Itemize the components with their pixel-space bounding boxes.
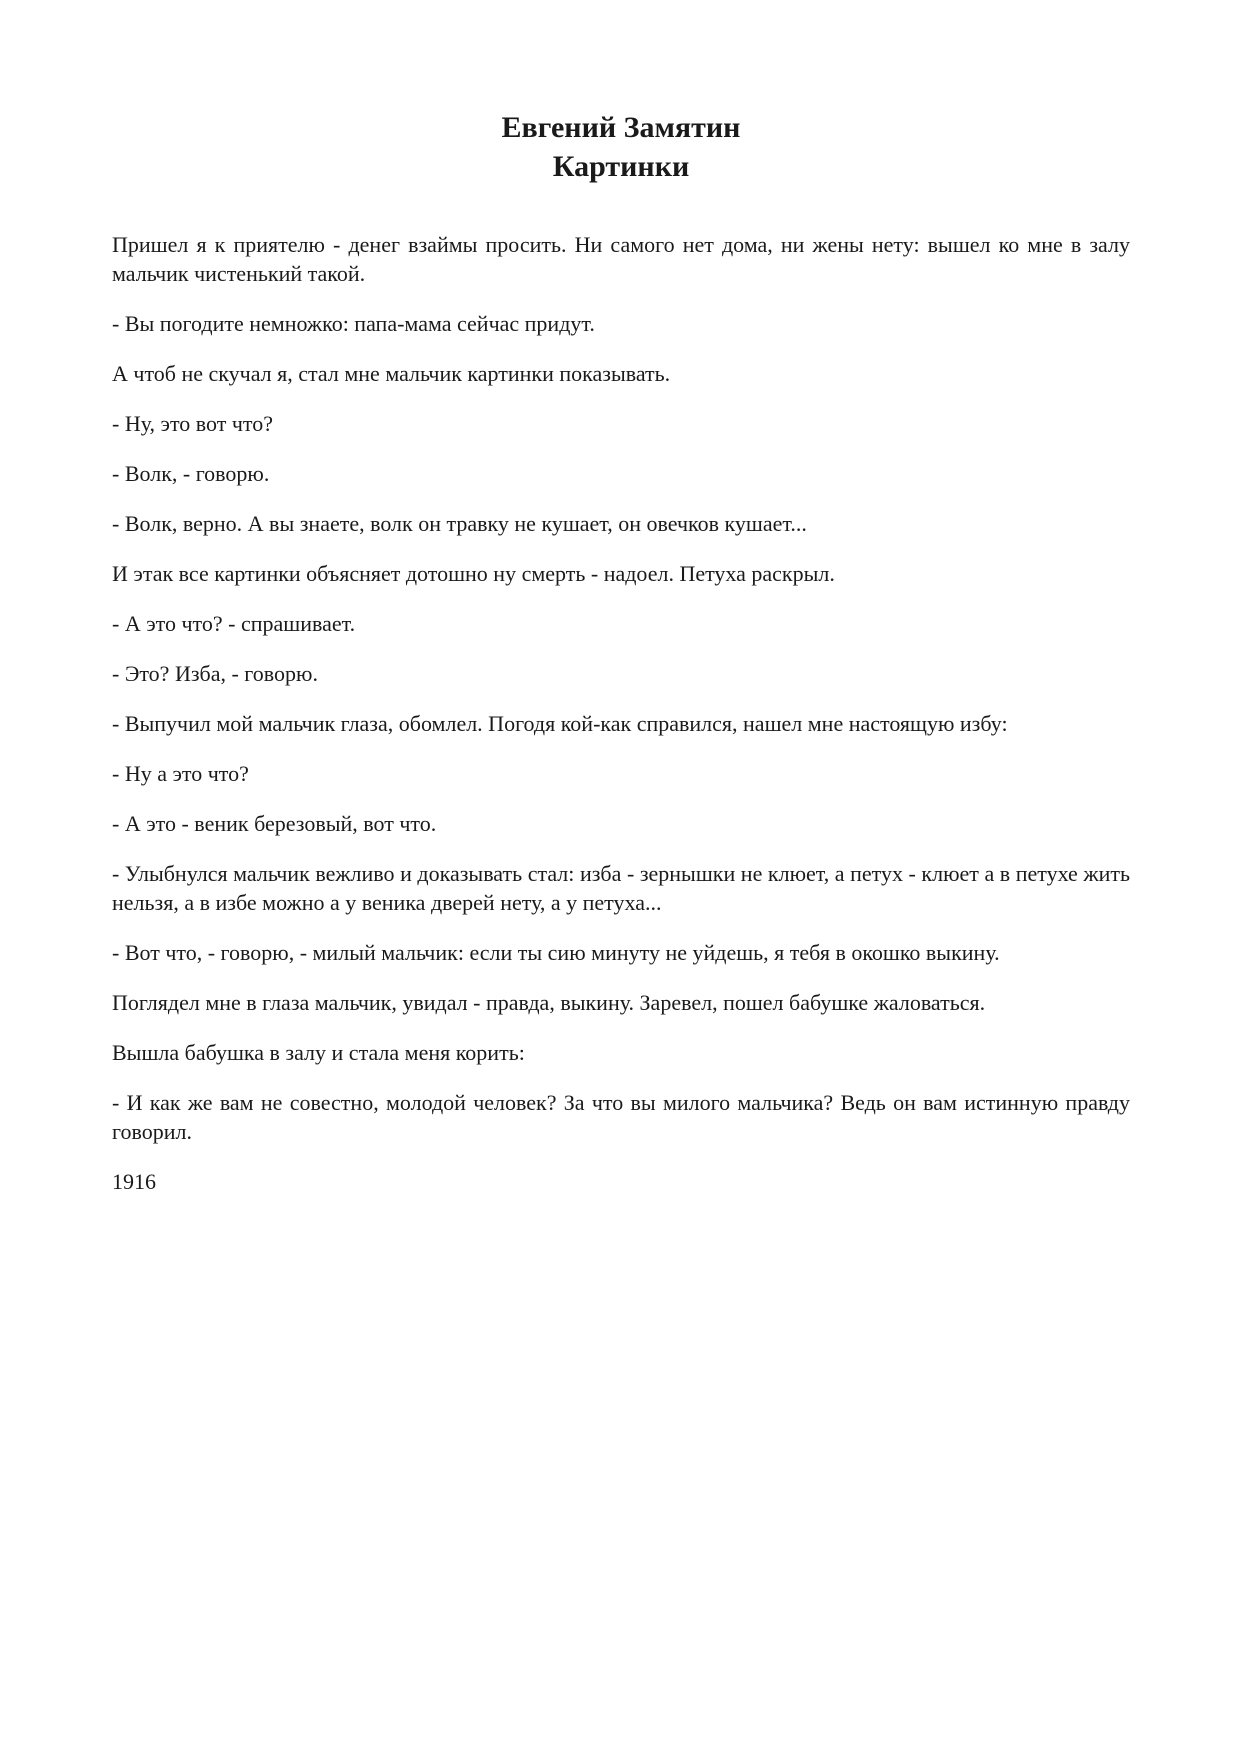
paragraph: - Ну а это что?	[112, 761, 249, 786]
paragraph: - И как же вам не совестно, молодой человек? За что вы милого мальчика? Ведь он вам истинную правду говорил.	[112, 1090, 1130, 1144]
paragraph: - Вы погодите немножко: папа-мама сейчас придут.	[112, 311, 595, 336]
story-title: Картинки	[552, 150, 690, 183]
author-name: Евгений Замятин	[501, 111, 741, 144]
paragraph: - Улыбнулся мальчик вежливо и доказывать стал: изба - зернышки не клюет, а петух - клюет а в петухе жить нельзя, а в избе можно а у веника дверей нету, а у петуха...	[112, 861, 1130, 915]
paragraph: - Это? Изба, - говорю.	[112, 661, 318, 686]
date-line: 1916	[112, 1169, 156, 1194]
paragraph: Пришел я к приятелю - денег взаймы просить. Ни самого нет дома, ни жены нету: вышел ко мне в залу мальчик чистенький такой.	[112, 232, 1130, 286]
paragraph: Вышла бабушка в залу и стала меня корить:	[112, 1040, 525, 1065]
story-body	[112, 230, 1130, 1196]
paragraph: И этак все картинки объясняет дотошно ну смерть - надоел. Петуха раскрыл.	[112, 561, 835, 586]
paragraph: Поглядел мне в глаза мальчик, увидал - правда, выкину. Заревел, пошел бабушке жаловаться.	[112, 990, 986, 1015]
paragraph: - Вот что, - говорю, - милый мальчик: если ты сию минуту не уйдешь, я тебя в окошко выкину.	[112, 940, 1000, 965]
paragraph: - Ну, это вот что?	[112, 411, 273, 436]
paragraph: - А это - веник березовый, вот что.	[112, 811, 437, 836]
title-block	[112, 108, 1130, 186]
paragraph: - Волк, - говорю.	[112, 461, 270, 486]
paragraph: - Волк, верно. А вы знаете, волк он травку не кушает, он овечков кушает...	[112, 511, 807, 536]
document-page	[112, 108, 1130, 1196]
paragraph: А чтоб не скучал я, стал мне мальчик картинки показывать.	[112, 361, 671, 386]
paragraph: - А это что? - спрашивает.	[112, 611, 356, 636]
paragraph: - Выпучил мой мальчик глаза, обомлел. Погодя кой-как справился, нашел мне настоящую избу:	[112, 711, 1008, 736]
